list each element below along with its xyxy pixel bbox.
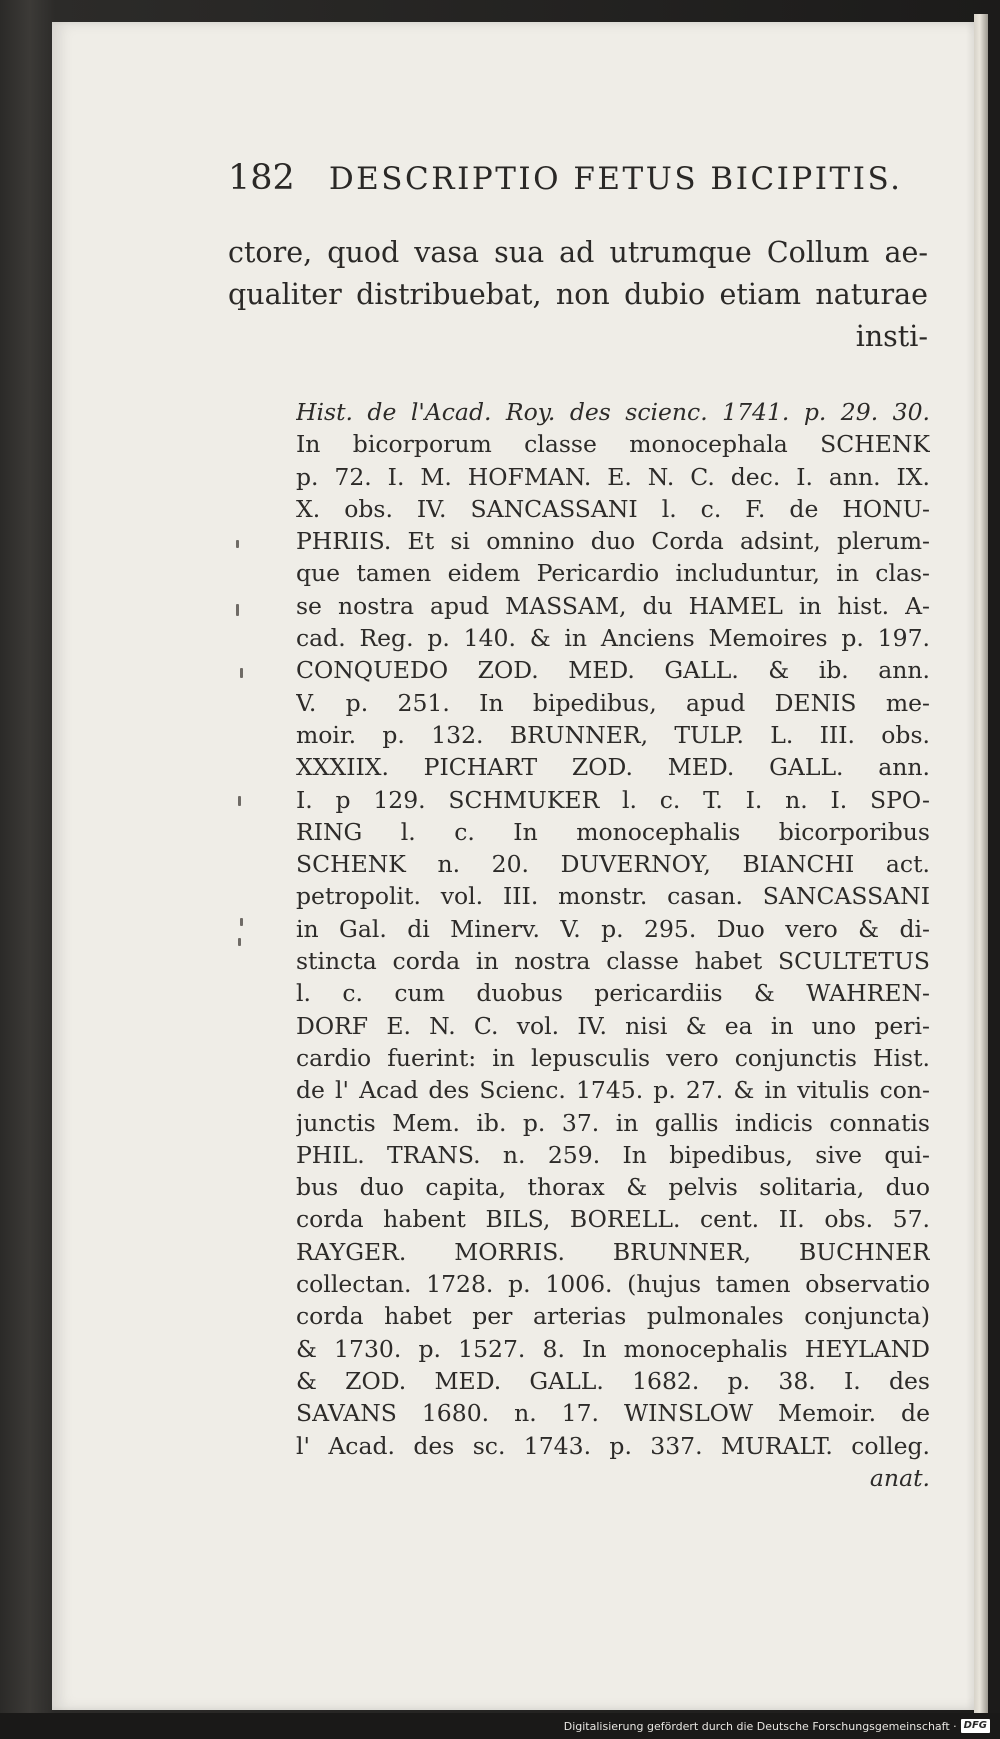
footnote-line: stincta corda in nostra classe habet SCULTETUS	[296, 947, 930, 976]
footnotes	[296, 396, 930, 1494]
footer-credit: Digitalisierung gefördert durch die Deutsche Forschungsgemeinschaft ·	[563, 1719, 957, 1733]
running-head	[228, 158, 903, 206]
footnote-line: p. 72. I. M. HOFMAN. E. N. C. dec. I. ann. IX.	[296, 462, 930, 491]
footnote-line: bus duo capita, thorax & pelvis solitaria, duo	[296, 1173, 930, 1202]
footnote-line: moir. p. 132. BRUNNER, TULP. L. III. obs.	[296, 720, 930, 749]
footnote-line: corda habent BILS, BORELL. cent. II. obs. 57.	[296, 1205, 930, 1234]
footnote-line: RING l. c. In monocephalis bicorporibus	[296, 817, 930, 846]
footnote-line: l' Acad. des sc. 1743. p. 337. MURALT. colleg.	[296, 1431, 930, 1460]
margin-mark	[236, 604, 239, 616]
page-number: 182	[228, 158, 295, 198]
footnote-line: DORF E. N. C. vol. IV. nisi & ea in uno peri-	[296, 1011, 930, 1040]
margin-mark	[240, 918, 243, 926]
footnote-line: que tamen eidem Pericardio includuntur, in clas-	[296, 559, 930, 588]
footnote-line: PHIL. TRANS. n. 259. In bipedibus, sive qui-	[296, 1140, 930, 1169]
margin-mark	[238, 938, 241, 946]
footnote-line: & 1730. p. 1527. 8. In monocephalis HEYLAND	[296, 1334, 930, 1363]
running-head-title: DESCRIPTIO FETUS BICIPITIS.	[328, 161, 903, 197]
footnote-line: SCHENK n. 20. DUVERNOY, BIANCHI act.	[296, 850, 930, 879]
footnote-catchword: anat.	[869, 1463, 930, 1492]
footnote-line: RAYGER. MORRIS. BRUNNER, BUCHNER	[296, 1237, 930, 1266]
margin-mark	[236, 540, 239, 548]
footnote-line: PHRIIS. Et si omnino duo Corda adsint, plerum-	[296, 527, 930, 556]
footnote-line: X. obs. IV. SANCASSANI l. c. F. de HONU-	[296, 494, 930, 523]
footnote-line: & ZOD. MED. GALL. 1682. p. 38. I. des	[296, 1366, 930, 1395]
footnote-line: SAVANS 1680. n. 17. WINSLOW Memoir. de	[296, 1399, 930, 1428]
footnote-line: XXXIIX. PICHART ZOD. MED. GALL. ann.	[296, 753, 930, 782]
footnote-line: cad. Reg. p. 140. & in Anciens Memoires p. 197.	[296, 624, 930, 653]
body-line: qualiter distribuebat, non dubio etiam naturae	[228, 278, 928, 311]
footnote-line: V. p. 251. In bipedibus, apud DENIS me-	[296, 688, 930, 717]
catchword: insti-	[855, 320, 928, 353]
footnote-line: I. p 129. SCHMUKER l. c. T. I. n. I. SPO-	[296, 785, 930, 814]
footnote-line: corda habet per arterias pulmonales conjuncta)	[296, 1302, 930, 1331]
footnote-line: se nostra apud MASSAM, du HAMEL in hist. A-	[296, 591, 930, 620]
digitization-footer	[0, 1713, 1000, 1739]
footnote-line: l. c. cum duobus pericardiis & WAHREN-	[296, 979, 930, 1008]
dfg-logo: DFG	[961, 1719, 990, 1733]
page-edge	[974, 14, 988, 1719]
footnote-line: In bicorporum classe monocephala SCHENK	[296, 430, 930, 459]
footnote-line: petropolit. vol. III. monstr. casan. SANCASSANI	[296, 882, 930, 911]
body-text	[228, 232, 928, 358]
footnote-line: CONQUEDO ZOD. MED. GALL. & ib. ann.	[296, 656, 930, 685]
footnote-line: cardio fuerint: in lepusculis vero conjunctis Hist.	[296, 1043, 930, 1072]
body-line: ctore, quod vasa sua ad utrumque Collum ae-	[228, 236, 928, 269]
margin-mark	[240, 668, 243, 678]
footnote-line: collectan. 1728. p. 1006. (hujus tamen observatio	[296, 1270, 930, 1299]
footnote-line: in Gal. di Minerv. V. p. 295. Duo vero & di-	[296, 914, 930, 943]
margin-mark	[238, 796, 241, 806]
footnote-line: junctis Mem. ib. p. 37. in gallis indicis connatis	[296, 1108, 930, 1137]
footnote-line: de l' Acad des Scienc. 1745. p. 27. & in vitulis con-	[296, 1076, 930, 1105]
footnote-line: Hist. de l'Acad. Roy. des scienc. 1741. p. 29. 30.	[296, 398, 930, 426]
